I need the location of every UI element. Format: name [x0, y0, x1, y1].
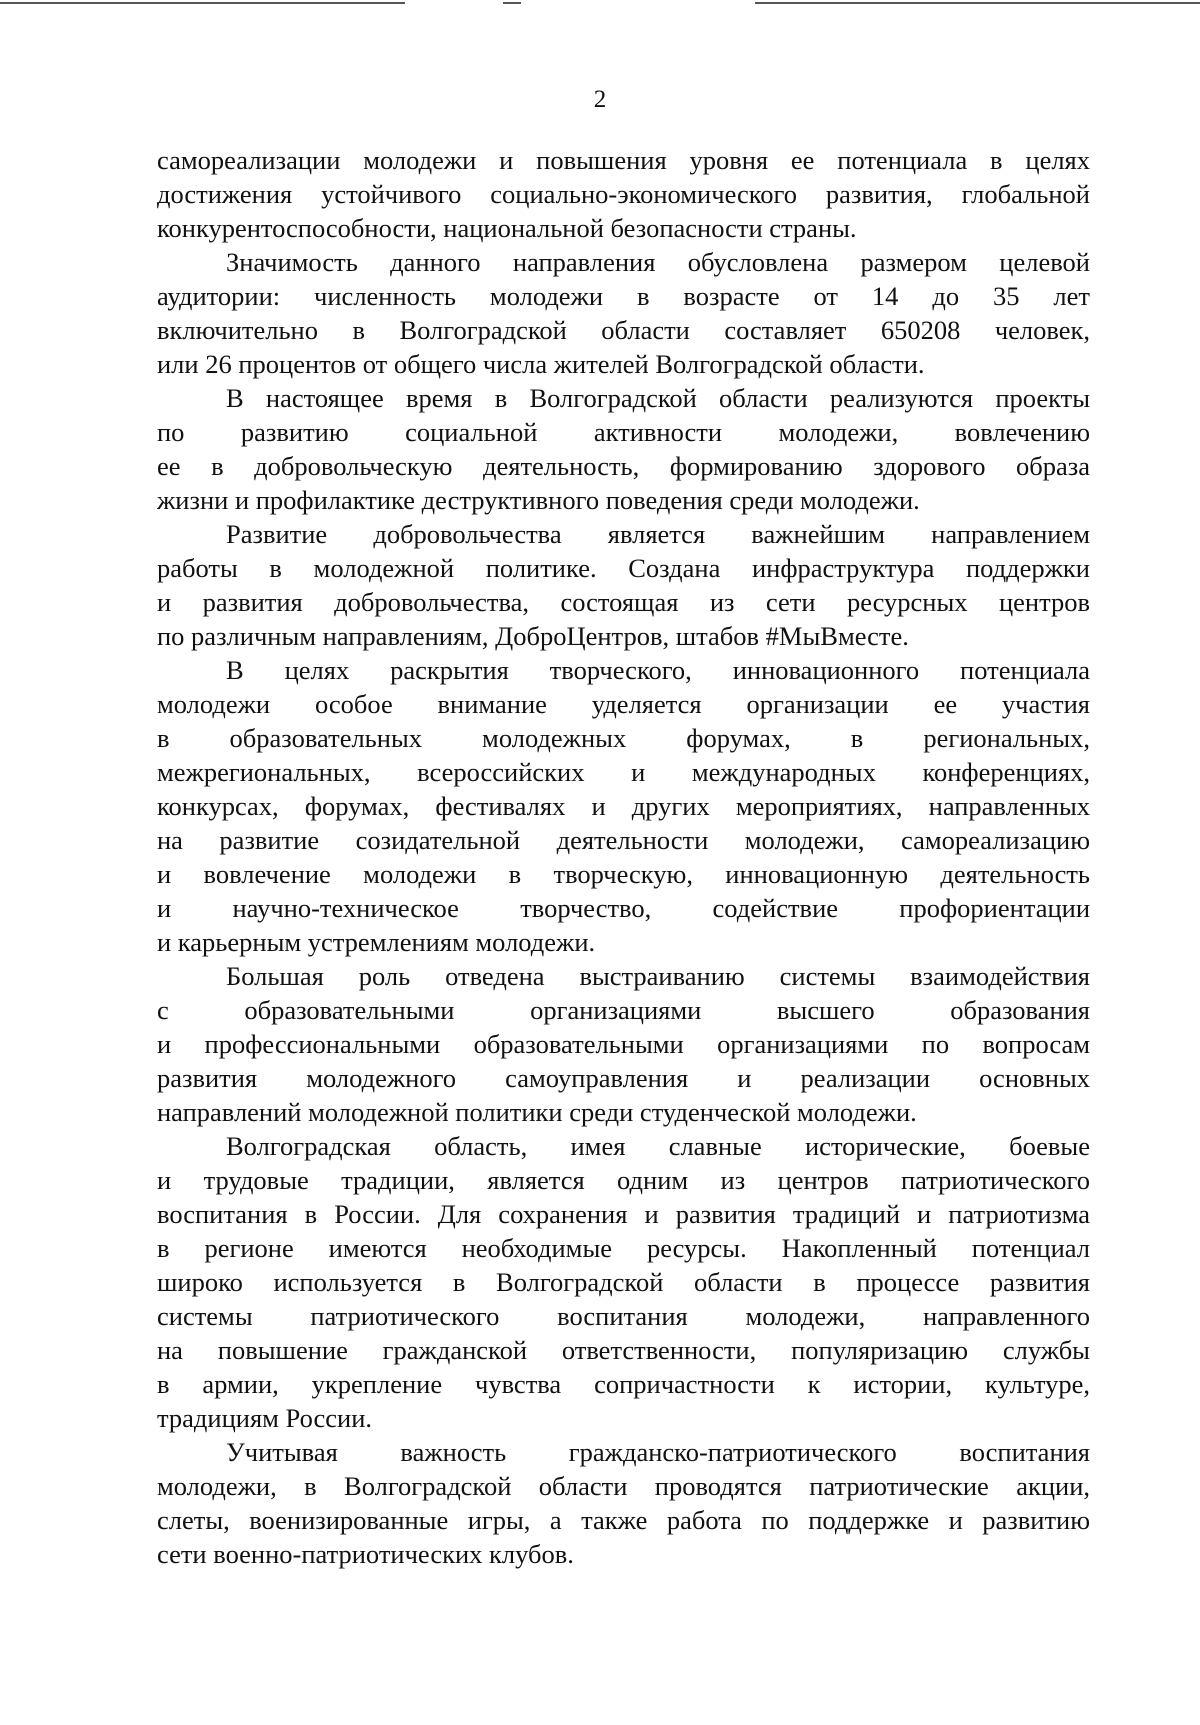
paragraph	[157, 381, 1090, 517]
text-line: в армии, укрепление чувства сопричастности к истории, культуре,	[157, 1369, 1090, 1399]
paragraph	[157, 143, 1090, 245]
text-line: достижения устойчивого социально-экономического развития, глобальной	[157, 179, 1090, 209]
paragraph	[157, 1435, 1090, 1571]
text-line: слеты, военизированные игры, а также работа по поддержке и развитию	[157, 1505, 1090, 1535]
text-line: работы в молодежной политике. Создана инфраструктура поддержки	[157, 553, 1090, 583]
text-line: Учитывая важность гражданско-патриотического воспитания	[226, 1437, 1090, 1467]
text-line: В настоящее время в Волгоградской области реализуются проекты	[226, 383, 1090, 413]
text-line: по развитию социальной активности молодежи, вовлечению	[157, 417, 1090, 447]
text-line: и карьерным устремлениям молодежи.	[157, 927, 596, 957]
text-line: и научно-техническое творчество, содействие профориентации	[157, 893, 1090, 923]
document-body	[157, 143, 1090, 1571]
text-line: широко используется в Волгоградской области в процессе развития	[157, 1267, 1090, 1297]
text-line: молодежи особое внимание уделяется организации ее участия	[157, 689, 1090, 719]
text-line: в регионе имеются необходимые ресурсы. Накопленный потенциал	[157, 1233, 1090, 1263]
text-line: на развитие созидательной деятельности молодежи, самореализацию	[157, 825, 1090, 855]
paragraph	[157, 959, 1090, 1129]
scan-edge-line	[503, 2, 521, 4]
text-line: включительно в Волгоградской области составляет 650208 человек,	[157, 315, 1090, 345]
text-line: направлений молодежной политики среди студенческой молодежи.	[157, 1097, 917, 1127]
scan-edge-line	[755, 2, 1200, 4]
page-number: 2	[593, 86, 607, 113]
text-line: с образовательными организациями высшего образования	[157, 995, 1090, 1025]
text-line: и развития добровольчества, состоящая из сети ресурсных центров	[157, 587, 1090, 617]
text-line: конкурсах, форумах, фестивалях и других мероприятиях, направленных	[157, 791, 1090, 821]
text-line: аудитории: численность молодежи в возрасте от 14 до 35 лет	[157, 281, 1090, 311]
text-line: ее в добровольческую деятельность, формированию здорового образа	[157, 451, 1090, 481]
text-line: Волгоградская область, имея славные исторические, боевые	[226, 1131, 1090, 1161]
text-line: конкурентоспособности, национальной безопасности страны.	[157, 213, 857, 243]
scan-edge-line	[0, 2, 405, 4]
text-line: или 26 процентов от общего числа жителей Волгоградской области.	[157, 349, 925, 379]
text-line: межрегиональных, всероссийских и международных конференциях,	[157, 757, 1090, 787]
paragraph	[157, 653, 1090, 959]
text-line: сети военно-патриотических клубов.	[157, 1539, 574, 1569]
text-line: самореализации молодежи и повышения уровня ее потенциала в целях	[157, 145, 1090, 175]
text-line: Развитие добровольчества является важнейшим направлением	[226, 519, 1090, 549]
text-line: воспитания в России. Для сохранения и развития традиций и патриотизма	[157, 1199, 1090, 1229]
text-line: на повышение гражданской ответственности, популяризацию службы	[157, 1335, 1090, 1365]
text-line: жизни и профилактике деструктивного поведения среди молодежи.	[157, 485, 920, 515]
text-line: Значимость данного направления обусловлена размером целевой	[226, 247, 1090, 277]
text-line: и трудовые традиции, является одним из центров патриотического	[157, 1165, 1090, 1195]
paragraph	[157, 1129, 1090, 1435]
text-line: системы патриотического воспитания молодежи, направленного	[157, 1301, 1090, 1331]
text-line: в образовательных молодежных форумах, в региональных,	[157, 723, 1090, 753]
text-line: молодежи, в Волгоградской области проводятся патриотические акции,	[157, 1471, 1090, 1501]
text-line: и профессиональными образовательными организациями по вопросам	[157, 1029, 1090, 1059]
paragraph	[157, 245, 1090, 381]
text-line: Большая роль отведена выстраиванию системы взаимодействия	[226, 961, 1090, 991]
paragraph	[157, 517, 1090, 653]
text-line: и вовлечение молодежи в творческую, инновационную деятельность	[157, 859, 1090, 889]
text-line: по различным направлениям, ДоброЦентров, штабов #МыВместе.	[157, 621, 909, 651]
text-line: развития молодежного самоуправления и реализации основных	[157, 1063, 1090, 1093]
text-line: В целях раскрытия творческого, инновационного потенциала	[226, 655, 1090, 685]
text-line: традициям России.	[157, 1403, 373, 1433]
